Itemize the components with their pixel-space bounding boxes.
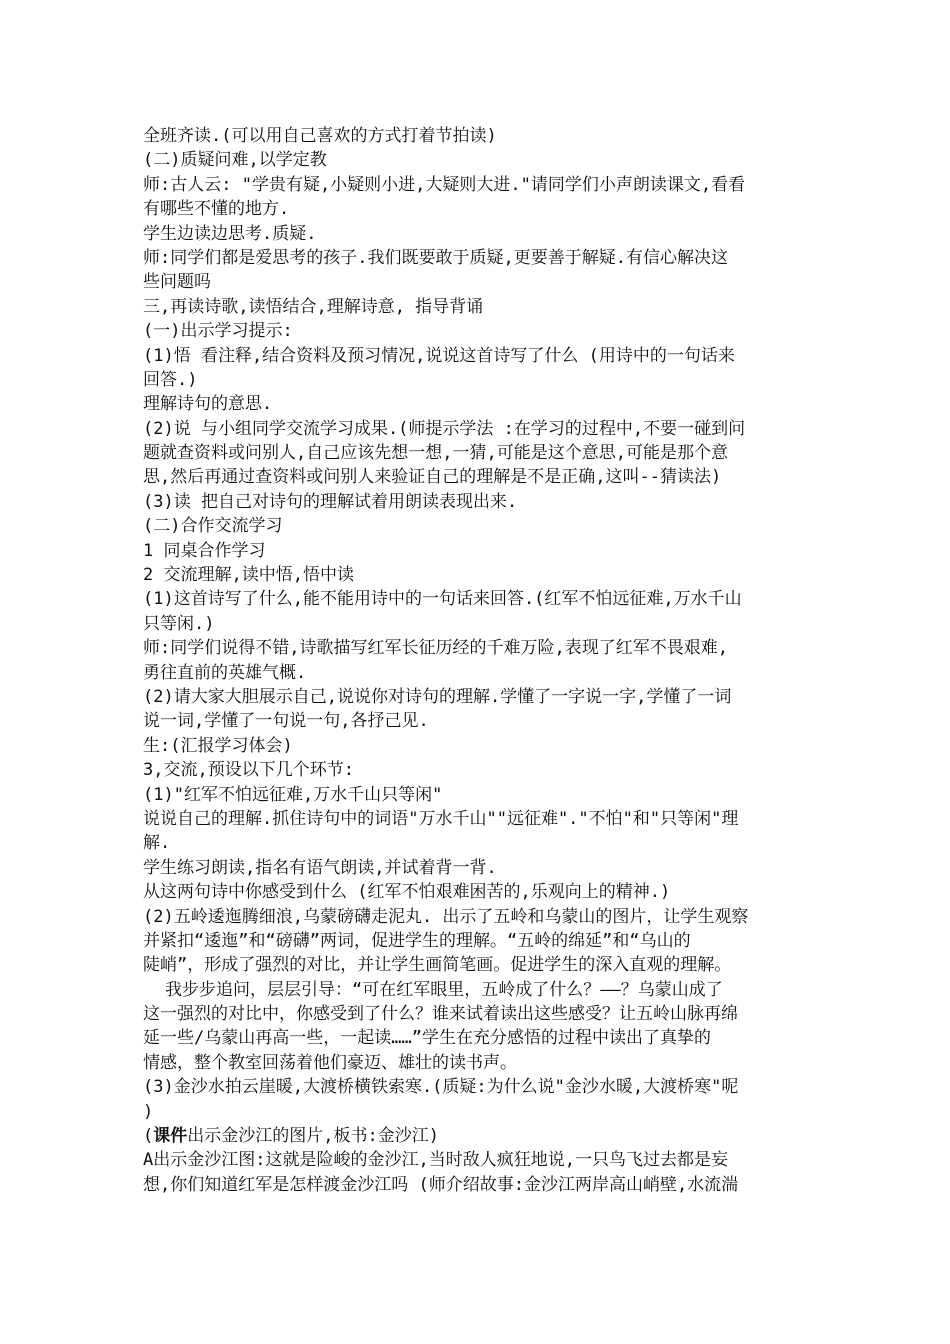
- section-heading: (二)合作交流学习: [143, 516, 283, 537]
- text-line: 师:同学们都是爱思考的孩子.我们既要敢于质疑,更要善于解疑.有信心解决这: [143, 247, 728, 268]
- text-line: 勇往直前的英雄气概.: [143, 662, 307, 683]
- text-line: 些问题吗: [143, 272, 211, 293]
- text-line: 学生练习朗读,指名有语气朗读,并试着背一背.: [143, 857, 497, 878]
- text-line: 回答.): [143, 369, 198, 390]
- text-line: 说一词,学懂了一句说一句,各抒己见.: [143, 711, 429, 732]
- text-line: 理解诗句的意思.: [143, 394, 273, 415]
- text-line: 情感，整个教室回荡着他们豪迈、雄壮的读书声。: [143, 1052, 517, 1073]
- text-line: 3,交流,预设以下几个环节:: [143, 760, 354, 781]
- text-line: ): [143, 1101, 154, 1122]
- text-line: 这一强烈的对比中，你感受到了什么？谁来试着读出这些感受？让五岭山脉再绵: [143, 1004, 738, 1025]
- text-line: (2)说 与小组同学交流学习成果.(师提示学法 :在学习的过程中,不要一碰到问: [143, 418, 746, 439]
- text-line: (3)读 把自己对诗句的理解试着用朗读表现出来.: [143, 491, 518, 512]
- text-line: 我步步追问，层层引导：“可在红军眼里，五岭成了什么？——？乌蒙山成了: [165, 979, 723, 1000]
- text-line: (1)这首诗写了什么,能不能用诗中的一句话来回答.(红军不怕远征难,万水千山: [143, 589, 742, 610]
- text-line: 思,然后再通过查资料或问别人来验证自己的理解是不是正确,这叫--猜读法): [143, 467, 722, 488]
- section-heading: (一)出示学习提示:: [143, 321, 293, 342]
- text-line: 生:(汇报学习体会): [143, 735, 293, 756]
- text-line: 只等闲.): [143, 613, 215, 634]
- text-line: 说说自己的理解.抓住诗句中的词语"万水千山""远征难"."不怕"和"只等闲"理: [143, 808, 739, 829]
- courseware-text: 出示金沙江的图片,板书:金沙江): [187, 1126, 439, 1147]
- text-line: 全班齐读.(可以用自己喜欢的方式打着节拍读): [143, 126, 497, 146]
- text-line: 2 交流理解,读中悟,悟中读: [143, 565, 354, 586]
- document-body: [143, 124, 813, 1197]
- text-line: 1 同桌合作学习: [143, 540, 266, 561]
- text-line: (1)"红军不怕远征难,万水千山只等闲": [143, 784, 443, 805]
- text-line-courseware: [143, 1124, 813, 1148]
- courseware-label: 课件: [153, 1126, 188, 1147]
- text-line: 并紧扣“逶迤”和“磅礴”两词，促进学生的理解。“五岭的绵延”和“乌山的: [143, 930, 691, 951]
- open-paren: (: [143, 1126, 154, 1147]
- text-line: 陡峭”，形成了强烈的对比，并让学生画简笔画。促进学生的深入直观的理解。: [143, 955, 732, 976]
- text-line: 师:古人云: "学贵有疑,小疑则小进,大疑则大进."请同学们小声朗读课文,看看: [143, 174, 746, 195]
- section-heading: (二)质疑问难,以学定教: [143, 150, 327, 171]
- section-heading: 三,再读诗歌,读悟结合,理解诗意, 指导背诵: [143, 296, 484, 317]
- text-line: 有哪些不懂的地方.: [143, 199, 290, 220]
- text-line: 学生边读边思考.质疑.: [143, 223, 317, 244]
- text-line: 从这两句诗中你感受到什么 (红军不怕艰难困苦的,乐观向上的精神.): [143, 882, 671, 903]
- text-line: (2)请大家大胆展示自己,说说你对诗句的理解.学懂了一字说一字,学懂了一词: [143, 686, 732, 707]
- text-line: 题就查资料或问别人,自己应该先想一想,一猜,可能是这个意思,可能是那个意: [143, 443, 728, 464]
- text-line: (3)金沙水拍云崖暖,大渡桥横铁索寒.(质疑:为什么说"金沙水暖,大渡桥寒"呢: [143, 1077, 739, 1098]
- text-line: A出示金沙江图:这就是险峻的金沙江,当时敌人疯狂地说,一只鸟飞过去都是妄: [143, 1150, 728, 1171]
- text-line: 想,你们知道红军是怎样渡金沙江吗 (师介绍故事:金沙江两岸高山峭壁,水流湍: [143, 1174, 739, 1195]
- text-line: 师:同学们说得不错,诗歌描写红军长征历经的千难万险,表现了红军不畏艰难,: [143, 638, 728, 659]
- text-line: (2)五岭逶迤腾细浪,乌蒙磅礴走泥丸. 出示了五岭和乌蒙山的图片，让学生观察: [143, 906, 749, 927]
- text-line: (1)悟 看注释,结合资料及预习情况,说说这首诗写了什么 (用诗中的一句话来: [143, 345, 735, 366]
- text-line: 延一些/乌蒙山再高一些，一起读……”学生在充分感悟的过程中读出了真挚的: [143, 1028, 711, 1049]
- text-line: 解.: [143, 833, 171, 854]
